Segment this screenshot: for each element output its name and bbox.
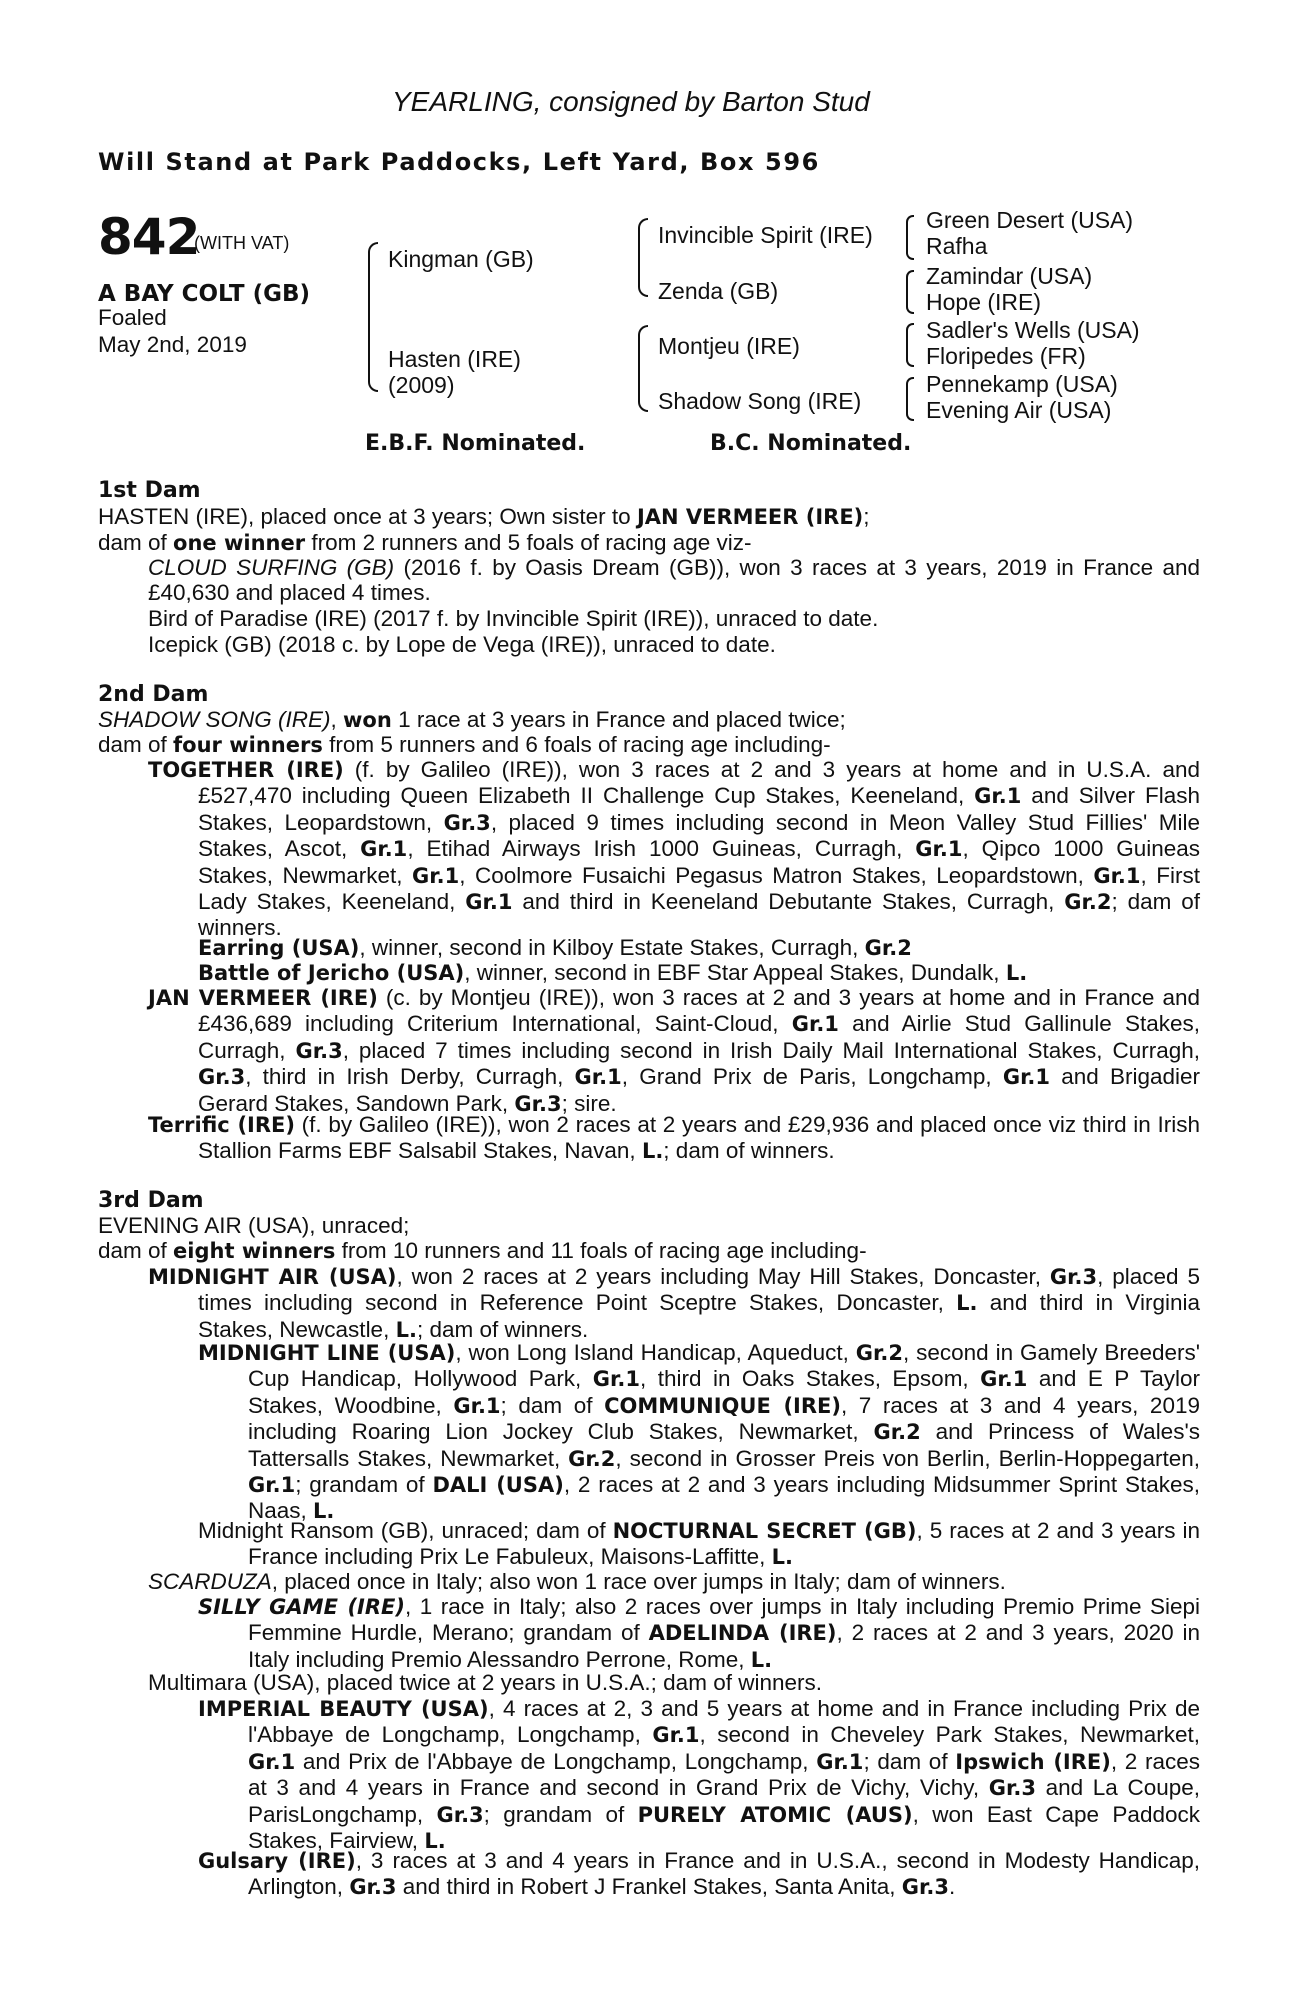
pedigree-sdd: Hope (IRE)	[926, 289, 1042, 315]
pedigree-dam-sire: Montjeu (IRE)	[658, 333, 800, 359]
pedigree-ddd: Evening Air (USA)	[926, 397, 1112, 423]
first-dam-heading: 1st Dam	[98, 478, 201, 503]
ebf-nominated: E.B.F. Nominated.	[365, 431, 586, 456]
pedigree-dss: Sadler's Wells (USA)	[926, 317, 1140, 343]
third-dam-line1: EVENING AIR (USA), unraced;	[98, 1213, 410, 1238]
pedigree-bracket-sire	[638, 218, 648, 297]
second-dam-line1: SHADOW SONG (IRE), won 1 race at 3 years in France and placed twice;	[98, 707, 846, 732]
produce-gulsary: Gulsary (IRE), 3 races at 3 and 4 years in France and in U.S.A., second in Modesty Handicap, Arlington, Gr.3 and third in Robert J Frankel Stakes, Santa Anita, Gr.3.	[198, 1848, 1201, 1900]
produce-scarduza: SCARDUZA, placed once in Italy; also won 1 race over jumps in Italy; dam of winners.	[148, 1569, 1006, 1594]
produce-terrific: Terrific (IRE) (f. by Galileo (IRE)), won 2 races at 2 years and £29,936 and placed once viz third in Irish Stallion Farms EBF Salsabil Stakes, Navan, L.; dam of winners.	[148, 1112, 1200, 1164]
stand-location: Will Stand at Park Paddocks, Left Yard, Box 596	[98, 148, 820, 176]
third-dam-heading: 3rd Dam	[98, 1188, 204, 1213]
produce-cloud-surfing: CLOUD SURFING (GB) (2016 f. by Oasis Dream (GB)), won 3 races at 3 years, 2019 in France and £40,630 and placed 4 times.	[148, 555, 1200, 606]
produce-midnight-line: MIDNIGHT LINE (USA), won Long Island Handicap, Aqueduct, Gr.2, second in Gamely Breeders' Cup Handicap, Hollywood Park, Gr.1, third in Oaks Stakes, Epsom, Gr.1 and E P Taylor Stakes, Woodbine, Gr.1; dam of COMMUNIQUE (IRE), 7 races at 3 and 4 years, 2019 including Roaring Lion Jockey Club Stakes, Newmarket, Gr.2 and Princess of Wales's Tattersalls Stakes, Newmarket, Gr.2, second in Grosser Preis von Berlin, Berlin-Hoppegarten, Gr.1; grandam of DALI (USA), 2 races at 2 and 3 years including Midsummer Sprint Stakes, Naas, L.	[198, 1340, 1201, 1524]
lot-name: A BAY COLT (GB)	[98, 281, 311, 307]
produce-silly-game: SILLY GAME (IRE), 1 race in Italy; also 2 races over jumps in Italy including Premio Prime Siepi Femmine Hurdle, Merano; grandam of ADELINDA (IRE), 2 races at 2 and 3 years, 2020 in Italy including Premio Alessandro Perrone, Rome, L.	[198, 1594, 1201, 1672]
produce-earring: Earring (USA), winner, second in Kilboy Estate Stakes, Curragh, Gr.2	[198, 935, 912, 960]
pedigree-bracket-main	[368, 242, 378, 392]
pedigree-bracket-sd	[906, 270, 914, 314]
third-dam-line2: dam of eight winners from 10 runners and 11 foals of racing age including-	[98, 1238, 867, 1263]
pedigree-sire-dam: Zenda (GB)	[658, 278, 779, 304]
produce-together: TOGETHER (IRE) (f. by Galileo (IRE)), won 3 races at 2 and 3 years at home and in U.S.A. and £527,470 including Queen Elizabeth II Challenge Cup Stakes, Keeneland, Gr.1 and Silver Flash Stakes, Leopardstown, Gr.3, placed 9 times including second in Meon Valley Stud Fillies' Mile Stakes, Ascot, Gr.1, Etihad Airways Irish 1000 Guineas, Curragh, Gr.1, Qipco 1000 Guineas Stakes, Newmarket, Gr.1, Coolmore Fusaichi Pegasus Matron Stakes, Leopardstown, Gr.1, First Lady Stakes, Keeneland, Gr.1 and third in Keeneland Debutante Stakes, Curragh, Gr.2; dam of winners.	[148, 757, 1201, 941]
produce-jan-vermeer: JAN VERMEER (IRE) (c. by Montjeu (IRE)), won 3 races at 2 and 3 years at home and in France and £436,689 including Criterium International, Saint-Cloud, Gr.1 and Airlie Stud Gallinule Stakes, Curragh, Gr.3, placed 7 times including second in Irish Daily Mail International Stakes, Curragh, Gr.3, third in Irish Derby, Curragh, Gr.1, Grand Prix de Paris, Longchamp, Gr.1 and Brigadier Gerard Stakes, Sandown Park, Gr.3; sire.	[148, 985, 1201, 1116]
foaled-date: May 2nd, 2019	[98, 332, 247, 357]
first-dam-line1: HASTEN (IRE), placed once at 3 years; Own sister to JAN VERMEER (IRE);	[98, 504, 870, 529]
pedigree-ssd: Rafha	[926, 233, 988, 259]
produce-battle-of-jericho: Battle of Jericho (USA), winner, second in EBF Star Appeal Stakes, Dundalk, L.	[198, 960, 1028, 985]
vat-label: (WITH VAT)	[194, 233, 290, 253]
pedigree-dam-year: (2009)	[388, 372, 455, 398]
foaled-label: Foaled	[98, 305, 167, 330]
bc-nominated: B.C. Nominated.	[710, 431, 912, 456]
second-dam-heading: 2nd Dam	[98, 682, 209, 707]
pedigree-sss: Green Desert (USA)	[926, 207, 1134, 233]
produce-midnight-air: MIDNIGHT AIR (USA), won 2 races at 2 years including May Hill Stakes, Doncaster, Gr.3, placed 5 times including second in Reference Point Sceptre Stakes, Doncaster, L. and third in Virginia Stakes, Newcastle, L.; dam of winners.	[148, 1264, 1201, 1342]
pedigree-bracket-ss	[906, 215, 914, 260]
pedigree-bracket-dam	[638, 325, 648, 412]
produce-imperial-beauty: IMPERIAL BEAUTY (USA), 4 races at 2, 3 and 5 years at home and in France including Prix de l'Abbaye de Longchamp, Longchamp, Gr.1, second in Cheveley Park Stakes, Newmarket, Gr.1 and Prix de l'Abbaye de Longchamp, Longchamp, Gr.1; dam of Ipswich (IRE), 2 races at 3 and 4 years in France and second in Grand Prix de Vichy, Vichy, Gr.3 and La Coupe, ParisLongchamp, Gr.3; grandam of PURELY ATOMIC (AUS), won East Cape Paddock Stakes, Fairview, L.	[198, 1696, 1201, 1854]
pedigree-dam-dam: Shadow Song (IRE)	[658, 388, 862, 414]
pedigree-dds: Pennekamp (USA)	[926, 371, 1118, 397]
pedigree-sds: Zamindar (USA)	[926, 263, 1093, 289]
second-dam-line2: dam of four winners from 5 runners and 6 foals of racing age including-	[98, 732, 831, 757]
pedigree-sire: Kingman (GB)	[388, 246, 534, 272]
page-title: YEARLING, consigned by Barton Stud	[392, 86, 870, 117]
pedigree-sire-sire: Invincible Spirit (IRE)	[658, 222, 873, 248]
pedigree-dam: Hasten (IRE)	[388, 346, 521, 372]
pedigree-dsd: Floripedes (FR)	[926, 343, 1086, 369]
produce-midnight-ransom: Midnight Ransom (GB), unraced; dam of NOCTURNAL SECRET (GB), 5 races at 2 and 3 years in France including Prix Le Fabuleux, Maisons-Laffitte, L.	[198, 1518, 1200, 1570]
first-dam-line2: dam of one winner from 2 runners and 5 foals of racing age viz-	[98, 530, 752, 555]
pedigree-bracket-dd	[906, 377, 914, 421]
pedigree-bracket-ds	[906, 323, 914, 367]
produce-icepick: Icepick (GB) (2018 c. by Lope de Vega (IRE)), unraced to date.	[148, 632, 776, 657]
produce-bird-of-paradise: Bird of Paradise (IRE) (2017 f. by Invincible Spirit (IRE)), unraced to date.	[148, 606, 879, 631]
lot-number: 842	[98, 208, 200, 266]
produce-multimara: Multimara (USA), placed twice at 2 years in U.S.A.; dam of winners.	[148, 1670, 822, 1695]
